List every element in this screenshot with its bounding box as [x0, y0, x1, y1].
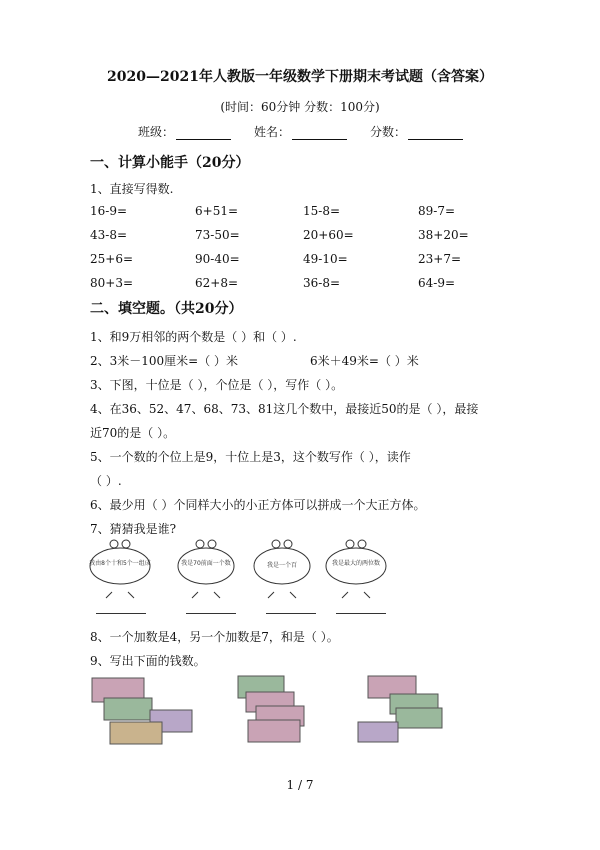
answer-line: [96, 613, 146, 614]
bubble-figure-3: [254, 540, 310, 598]
question-2-4a: 4、在36、52、47、68、73、81这几个数中，最接近50的是（ ），最接: [90, 402, 479, 416]
calc-item: 90-40=: [195, 252, 240, 266]
calc-item: 38+20=: [418, 228, 469, 242]
question-2-5b: （ ）.: [90, 474, 122, 488]
answer-line: [186, 613, 236, 614]
calc-item: 73-50=: [195, 228, 240, 242]
calc-item: 23+7=: [418, 252, 462, 266]
calc-item: 36-8=: [303, 276, 341, 290]
question-1-1: 1、直接写得数.: [90, 182, 174, 196]
question-2-7: 7、猜猜我是谁?: [90, 522, 177, 536]
name-field: [254, 123, 347, 140]
calc-item: 25+6=: [90, 252, 134, 266]
score-label: 分数：: [370, 125, 407, 139]
question-2-5a: 5、一个数的个位上是9，十位上是3，这个数写作（ ），读作: [90, 450, 411, 464]
calc-item: 89-7=: [418, 204, 456, 218]
banknote-group-2: [238, 676, 304, 742]
guess-me-figures: [88, 536, 398, 601]
bubble-figure-4: [326, 540, 386, 598]
page-title: 2020—2021年人教版一年级数学下册期末考试题（含答案）: [107, 69, 493, 85]
section-1-heading: 一、计算小能手（20分）: [90, 155, 250, 171]
question-2-9: 9、写出下面的钱数。: [90, 654, 206, 668]
calc-item: 43-8=: [90, 228, 128, 242]
question-2-1: 1、和9万相邻的两个数是（ ）和（ ）.: [90, 330, 297, 344]
class-label: 班级：: [138, 125, 175, 139]
question-2-2b: 6米＋49米=（ ）米: [310, 354, 419, 368]
question-2-4b: 近70的是（ ）。: [90, 426, 176, 440]
calc-item: 49-10=: [303, 252, 348, 266]
banknote-images: [88, 670, 448, 748]
question-2-6: 6、最少用（ ）个同样大小的小正方体可以拼成一个大正方体。: [90, 498, 426, 512]
page-number: 1 / 7: [286, 778, 314, 792]
calc-item: 80+3=: [90, 276, 134, 290]
banknote-group-3: [358, 676, 442, 742]
calc-item: 16-9=: [90, 204, 128, 218]
section-2-heading: 二、填空题。（共20分）: [90, 301, 243, 317]
class-field: [138, 123, 231, 140]
bubble-text: 我由8个十和5个一组成: [89, 560, 151, 567]
bubble-figure-1: [89, 540, 151, 598]
calc-item: 64-9=: [418, 276, 456, 290]
calc-item: 20+60=: [303, 228, 354, 242]
calc-item: 6+51=: [195, 204, 239, 218]
bubble-figure-2: [178, 540, 234, 598]
bubble-text: 我是70前面一个数: [181, 560, 231, 567]
banknote-group-1: [92, 678, 192, 744]
bubble-text: 我是一个百: [266, 562, 298, 569]
score-field: [370, 123, 463, 140]
calc-item: 15-8=: [303, 204, 341, 218]
answer-line: [336, 613, 386, 614]
exam-time-score: (时间：60分钟 分数：100分): [220, 100, 380, 114]
bubble-text: 我是最大的两位数: [331, 560, 381, 567]
name-label: 姓名：: [254, 125, 291, 139]
answer-line: [266, 613, 316, 614]
calc-item: 62+8=: [195, 276, 239, 290]
question-2-3: 3、下图，十位是（ ），个位是（ ），写作（ ）。: [90, 378, 344, 392]
question-2-2a: 2、3米－100厘米=（ ）米: [90, 354, 239, 368]
question-2-8: 8、一个加数是4，另一个加数是7，和是（ ）。: [90, 630, 339, 644]
